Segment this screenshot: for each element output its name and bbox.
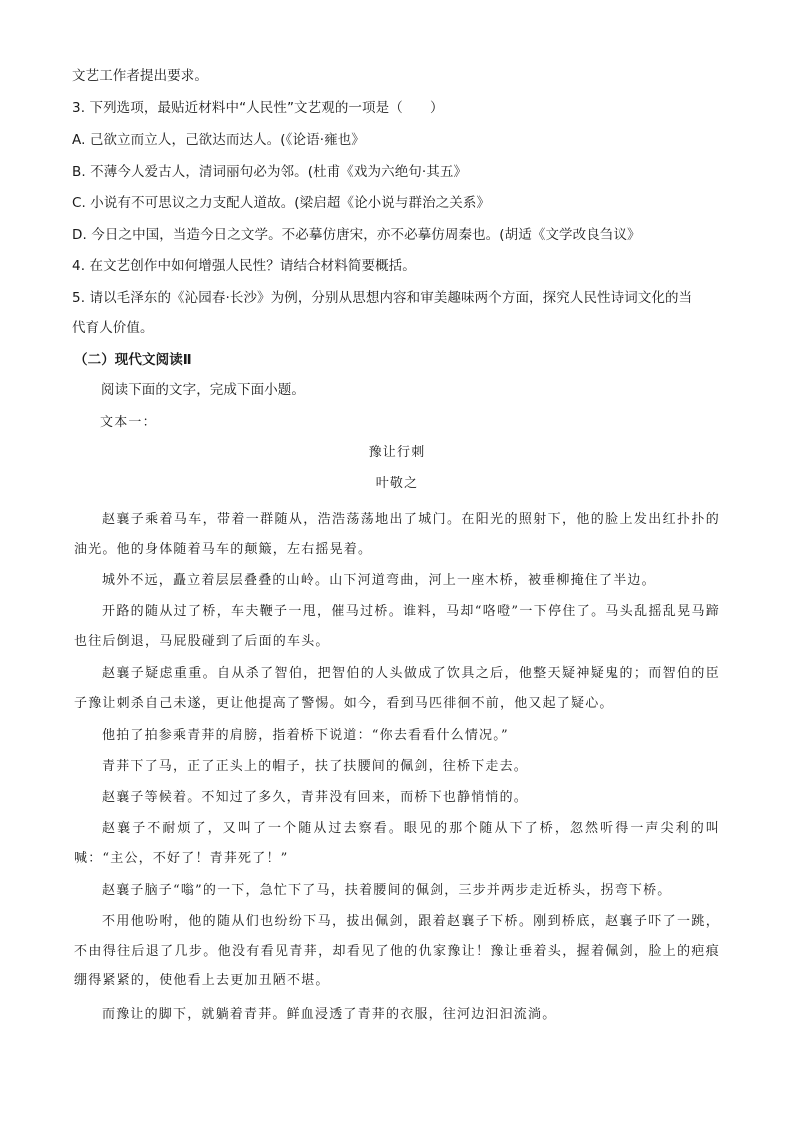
story-paragraph-3: 开路的随从过了桥，车夫鞭子一甩，催马过桥。谁料，马却“咯噔”一下停住了。马头乱摇乱晃马蹄也往后倒退，马屁股碰到了后面的车头。 [74,604,720,649]
section-heading: （二）现代文阅读Ⅱ [74,352,192,368]
story-title: 豫让行刺 [368,445,426,460]
story-paragraph-6: 青荓下了马，正了正头上的帽子，扶了扶腰间的佩剑，往桥下走去。 [102,759,529,774]
reading-instruction: 阅读下面的文字，完成下面小题。 [101,382,305,398]
question-5-line-2: 代育人价值。 [72,320,154,336]
question-3: 3. 下列选项，最贴近材料中“人民性”文艺观的一项是（ ） [72,100,444,116]
story-paragraph-5: 他拍了拍参乘青荓的肩膀，指着桥下说道：“你去看看什么情况。” [102,728,509,743]
q3-option-b: B. 不薄今人爱古人，清词丽句必为邻。(杜甫《戏为六绝句·其五》 [72,164,468,180]
story-paragraph-10: 不用他吩咐，他的随从们也纷纷下马，拔出佩剑，跟着赵襄子下桥。刚到桥底，赵襄子吓了一跳，不由得往后退了几步。他没有看见青荓，却看见了他的仇家豫让！豫让垂着头，握着佩剑，脸上的疤痕绷得紧紧的，使他看上去更加丑陋不堪。 [74,914,720,988]
story-paragraph-2: 城外不远，矗立着层层叠叠的山岭。山下河道弯曲，河上一座木桥，被垂柳掩住了半边。 [102,573,656,588]
text-label: 文本一： [100,415,157,430]
q3-option-d: D. 今日之中国，当造今日之文学。不必摹仿唐宋，亦不必摹仿周秦也。(胡适《文学改良刍议》 [72,227,641,243]
story-paragraph-9: 赵襄子脑子“嗡”的一下，急忙下了马，扶着腰间的佩剑，三步并两步走近桥头，拐弯下桥。 [102,883,672,898]
q3-option-c: C. 小说有不可思议之力支配人道故。(梁启超《论小说与群治之关系》 [72,195,491,211]
story-author: 叶敬之 [375,476,419,491]
q3-option-a: A. 己欲立而立人，己欲达而达人。(《论语·雍也》 [72,132,365,148]
story-paragraph-11: 而豫让的脚下，就躺着青荓。鲜血浸透了青荓的衣服，往河边汩汩流淌。 [102,1007,557,1022]
story-paragraph-4: 赵襄子疑虑重重。自从杀了智伯，把智伯的人头做成了饮具之后，他整天疑神疑鬼的；而智伯的臣子豫让刺杀自己未遂，更让他提高了警惕。如今，看到马匹徘徊不前，他又起了疑心。 [74,666,720,711]
story-paragraph-7: 赵襄子等候着。不知过了多久，青荓没有回来，而桥下也静悄悄的。 [102,790,529,805]
story-paragraph-8: 赵襄子不耐烦了，又叫了一个随从过去察看。眼见的那个随从下了桥，忽然听得一声尖利的叫喊：“主公，不好了！青荓死了！” [74,821,720,866]
question-4: 4. 在文艺创作中如何增强人民性？请结合材料简要概括。 [72,258,416,274]
question-5-line-1: 5. 请以毛泽东的《沁园春·长沙》为例，分别从思想内容和审美趣味两个方面，探究人民性诗词文化的当 [72,290,693,306]
story-paragraph-1: 赵襄子乘着马车，带着一群随从，浩浩荡荡地出了城门。在阳光的照射下，他的脸上发出红扑扑的油光。他的身体随着马车的颠簸，左右摇晃着。 [74,512,720,557]
lead-tail-text: 文艺工作者提出要求。 [72,68,208,84]
